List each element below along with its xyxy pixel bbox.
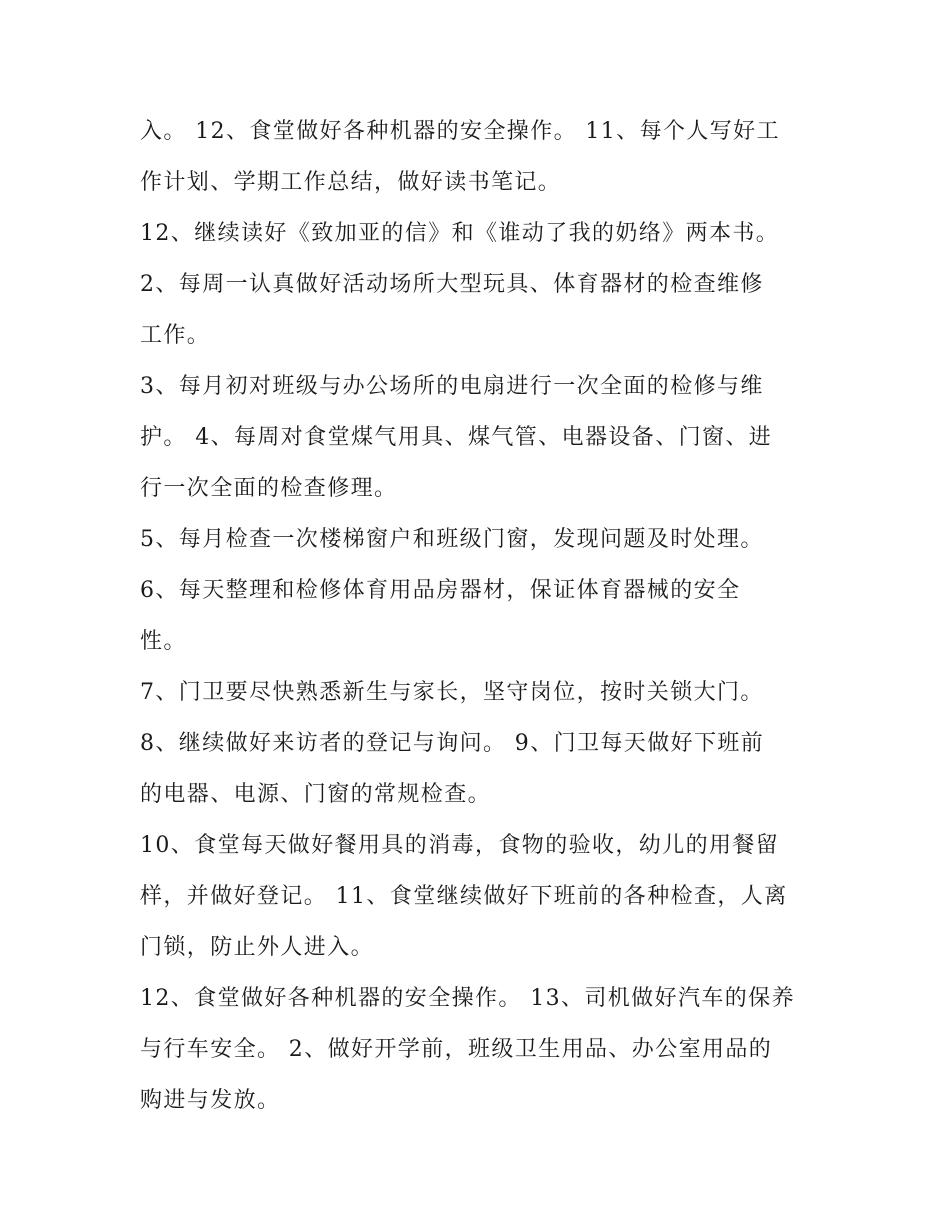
text-line: 样，并做好登记。 11、食堂继续做好下班前的各种检查，人离 xyxy=(140,884,788,909)
text-line: 12、继续读好《致加亚的信》和《谁动了我的奶络》两本书。 xyxy=(140,221,780,246)
text-line: 2、每周一认真做好活动场所大型玩具、体育器材的检查维修 xyxy=(140,272,764,297)
text-line: 作计划、学期工作总结，做好读书笔记。 xyxy=(140,170,562,195)
text-line: 工作。 xyxy=(140,323,211,348)
text-line: 7、门卫要尽快熟悉新生与家长，坚守岗位，按时关锁大门。 xyxy=(140,680,764,705)
text-line: 5、每月检查一次楼梯窗户和班级门窗，发现问题及时处理。 xyxy=(140,527,764,552)
text-line: 6、每天整理和检修体育用品房器材，保证体育器械的安全 xyxy=(140,578,741,603)
text-line: 3、每月初对班级与办公场所的电扇进行一次全面的检修与维 xyxy=(140,374,764,399)
text-line: 10、食堂每天做好餐用具的消毒，食物的验收，幼儿的用餐留 xyxy=(140,833,780,858)
text-line: 门锁，防止外人进入。 xyxy=(140,935,375,960)
text-line: 与行车安全。 2、做好开学前，班级卫生用品、办公室用品的 xyxy=(140,1037,773,1062)
text-line: 护。 4、每周对食堂煤气用具、煤气管、电器设备、门窗、进 xyxy=(140,425,773,450)
text-line: 8、继续做好来访者的登记与询问。 9、门卫每天做好下班前 xyxy=(140,731,765,756)
text-line: 12、食堂做好各种机器的安全操作。 13、司机做好汽车的保养 xyxy=(140,986,795,1011)
text-line: 购进与发放。 xyxy=(140,1088,281,1113)
text-line: 性。 xyxy=(140,629,187,654)
body-text xyxy=(140,106,820,1126)
text-line: 的电器、电源、门窗的常规检查。 xyxy=(140,782,492,807)
text-line: 行一次全面的检查修理。 xyxy=(140,476,398,501)
text-line: 入。 12、食堂做好各种机器的安全操作。 11、每个人写好工 xyxy=(140,119,780,144)
